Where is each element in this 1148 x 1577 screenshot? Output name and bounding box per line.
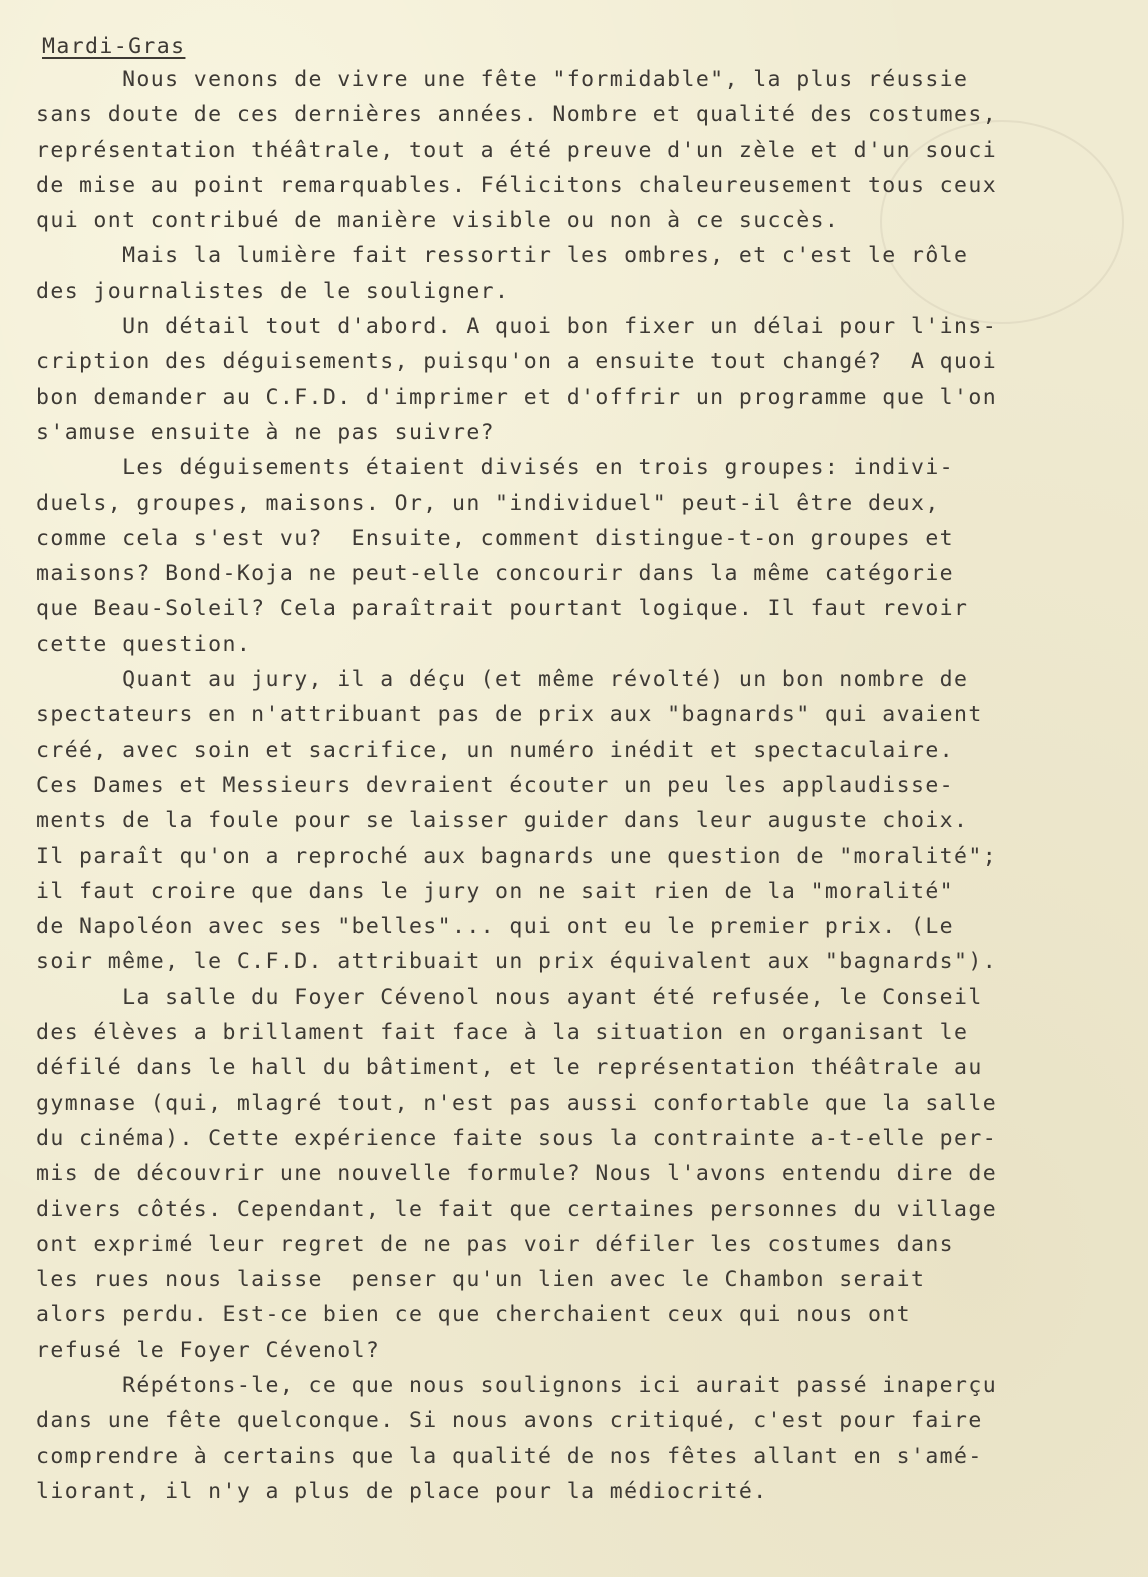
text-line: Quant au jury, il a déçu (et même révolté) un bon nombre de <box>36 667 969 693</box>
paragraph <box>36 662 1036 980</box>
text-line: duels, groupes, maisons. Or, un "individuel" peut-il être deux, <box>36 490 940 516</box>
text-line: Ces Dames et Messieurs devraient écouter un peu les applaudisse- <box>36 772 955 798</box>
text-line: défilé dans le hall du bâtiment, et le représentation théâtrale au <box>36 1055 983 1081</box>
paragraph <box>36 238 1036 309</box>
article-body <box>36 62 1036 1509</box>
text-line: divers côtés. Cependant, le fait que certaines personnes du village <box>36 1196 998 1222</box>
paragraph <box>36 1368 1036 1509</box>
text-line: alors perdu. Est-ce bien ce que cherchaient ceux qui nous ont <box>36 1302 911 1328</box>
text-line: qui ont contribué de manière visible ou non à ce succès. <box>36 208 840 234</box>
text-line: il faut croire que dans le jury on ne sait rien de la "moralité" <box>36 878 955 904</box>
text-line: représentation théâtrale, tout a été preuve d'un zèle et d'un souci <box>36 137 998 163</box>
text-line: Nous venons de vivre une fête "formidable", la plus réussie <box>36 67 969 92</box>
text-line: bon demander au C.F.D. d'imprimer et d'offrir un programme que l'on <box>36 384 998 410</box>
text-line: sans doute de ces dernières années. Nombre et qualité des costumes, <box>36 102 998 128</box>
text-line: liorant, il n'y a plus de place pour la médiocrité. <box>36 1478 768 1504</box>
text-line: cette question. <box>36 631 252 657</box>
text-line: créé, avec soin et sacrifice, un numéro inédit et spectaculaire. <box>36 737 955 763</box>
text-line: maisons? Bond-Koja ne peut-elle concourir dans la même catégorie <box>36 561 955 587</box>
text-line: dans une fête quelconque. Si nous avons critiqué, c'est pour faire <box>36 1408 983 1434</box>
text-line: que Beau-Soleil? Cela paraîtrait pourtant logique. Il faut revoir <box>36 596 969 622</box>
text-line: Il paraît qu'on a reproché aux bagnards une question de "moralité"; <box>36 843 998 869</box>
text-line: comme cela s'est vu? Ensuite, comment distingue-t-on groupes et <box>36 525 955 551</box>
text-line: spectateurs en n'attribuant pas de prix aux "bagnards" qui avaient <box>36 702 983 728</box>
typed-article <box>36 32 1036 1509</box>
text-line: Mais la lumière fait ressortir les ombres, et c'est le rôle <box>36 243 969 269</box>
paragraph <box>36 450 1036 662</box>
paragraph <box>36 980 1036 1368</box>
text-line: de Napoléon avec ses "belles"... qui ont eu le premier prix. (Le <box>36 914 955 940</box>
text-line: des élèves a brillament fait face à la situation en organisant le <box>36 1020 969 1046</box>
paragraph <box>36 309 1036 450</box>
text-line: gymnase (qui, mlagré tout, n'est pas aussi confortable que la salle <box>36 1090 998 1116</box>
text-line: soir même, le C.F.D. attribuait un prix équivalent aux "bagnards"). <box>36 949 998 975</box>
text-line: refusé le Foyer Cévenol? <box>36 1337 381 1363</box>
text-line: des journalistes de le souligner. <box>36 278 510 304</box>
text-line: du cinéma). Cette expérience faite sous la contrainte a-t-elle per- <box>36 1125 998 1151</box>
text-line: ont exprimé leur regret de ne pas voir défiler les costumes dans <box>36 1231 955 1257</box>
text-line: ments de la foule pour se laisser guider dans leur auguste choix. <box>36 808 969 834</box>
text-line: Les déguisements étaient divisés en trois groupes: indivi- <box>36 455 955 481</box>
text-line: cription des déguisements, puisqu'on a ensuite tout changé? A quoi <box>36 349 998 375</box>
text-line: Un détail tout d'abord. A quoi bon fixer un délai pour l'ins- <box>36 314 998 340</box>
paragraph <box>36 62 1036 238</box>
text-line: de mise au point remarquables. Félicitons chaleureusement tous ceux <box>36 172 998 198</box>
text-line: Répétons-le, ce que nous soulignons ici aurait passé inaperçu <box>36 1372 998 1398</box>
text-line: La salle du Foyer Cévenol nous ayant été refusée, le Conseil <box>36 984 983 1010</box>
text-line: mis de découvrir une nouvelle formule? Nous l'avons entendu dire de <box>36 1161 998 1187</box>
article-title: Mardi-Gras <box>42 34 186 59</box>
text-line: les rues nous laisse penser qu'un lien avec le Chambon serait <box>36 1267 926 1293</box>
text-line: comprendre à certains que la qualité de nos fêtes allant en s'amé- <box>36 1443 983 1469</box>
text-line: s'amuse ensuite à ne pas suivre? <box>36 419 496 445</box>
